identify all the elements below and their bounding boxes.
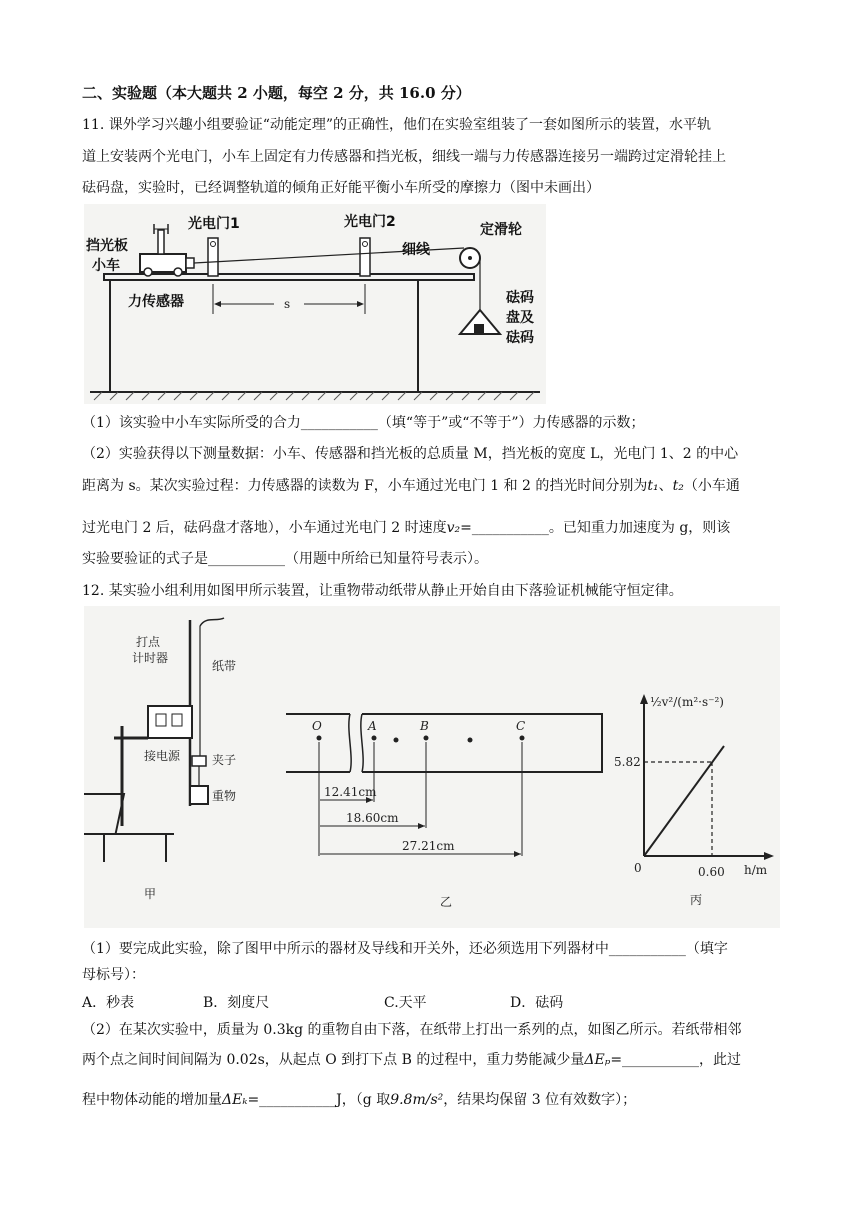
q11-sub1: （1）该实验中小车实际所受的合力___________（填“等于”或“不等于”）力传感器的示数；: [82, 415, 645, 431]
heavy-object: [190, 786, 208, 804]
force-sensor-box: [186, 258, 194, 268]
baffle-plate: [158, 230, 164, 254]
q11-line2: 道上安装两个光电门，小车上固定有力传感器和挡光板，细线一端与力传感器连接另一端跨过定滑轮挂上: [82, 149, 726, 165]
q12-figure: [84, 606, 780, 928]
sensor-label: 力传感器: [128, 294, 184, 310]
weight-label-2: 盘及: [506, 310, 534, 326]
weight-label: 重物: [212, 789, 237, 803]
gate2-label: 光电门2: [344, 214, 396, 230]
q11-sub2-line4: 实验要验证的式子是___________（用题中所给已知量符号表示）。: [82, 551, 488, 567]
q11-sub2-line2-a: 距离为 s。某次实验过程：力传感器的读数为 F，小车通过光电门 1 和 2 的挡光时间分别为: [82, 478, 648, 494]
t1-symbol: t₁: [647, 478, 659, 494]
pulley-label: 定滑轮: [480, 222, 522, 238]
g-value: 9.8m/s²: [390, 1092, 444, 1108]
graph-origin: 0: [634, 861, 642, 875]
base-plate: [84, 794, 124, 834]
timer-box: [148, 706, 192, 738]
tape-yi: [286, 714, 602, 909]
point-a: A: [368, 719, 377, 733]
clip-label: 夹子: [212, 753, 237, 767]
power-label: 接电源: [144, 749, 181, 763]
q11-sub2-line3-a: 过光电门 2 后，砝码盘才落地），小车通过光电门 2 时速度: [82, 520, 447, 536]
point-o: O: [312, 719, 322, 733]
q11-line3: 砝码盘，实验时，已经调整轨道的倾角正好能平衡小车所受的摩擦力（图中未画出）: [82, 180, 600, 196]
q11-apparatus-diagram: [84, 204, 546, 404]
graph-x-value: 0.60: [698, 865, 725, 879]
q11-figure: [84, 204, 546, 404]
q12-sub2-line3-b: =___________J，（g 取: [247, 1092, 391, 1108]
q12-sub1-line2: 母标号）：: [82, 967, 145, 983]
option-d: D．砝码: [510, 995, 564, 1011]
gate1-label: 光电门1: [188, 216, 240, 232]
caption-bing: 丙: [690, 893, 703, 907]
cart-label: 小车: [92, 258, 120, 274]
v2-symbol: v₂: [446, 520, 461, 536]
option-c: C.天平: [384, 995, 427, 1011]
q12-sub2-line3-a: 程中物体动能的增加量: [82, 1092, 222, 1108]
option-b: B．刻度尺: [203, 995, 270, 1011]
separator: 、: [658, 478, 673, 494]
horizontal-track: [104, 274, 474, 280]
q12-sub2-line2-a: 两个点之间时间间隔为 0.02s，从起点 O 到打下点 B 的过程中，重力势能减少量: [82, 1052, 585, 1068]
section-heading: 二、实验题（本大题共 2 小题，每空 2 分，共 16.0 分）: [82, 84, 471, 102]
distance-oa: 12.41cm: [324, 785, 377, 799]
q12-line1: 12. 某实验小组利用如图甲所示装置，让重物带动纸带从静止开始自由下落验证机械能守恒定律。: [82, 583, 683, 599]
q11-sub2-line2: [82, 476, 740, 496]
timer-label-2: 计时器: [132, 651, 169, 665]
photogate-2: [360, 238, 370, 276]
q12-sub1-line1: （1）要完成此实验，除了图甲中所示的器材及导线和开关外，还必须选用下列器材中___________（填字: [82, 941, 728, 957]
distance-oc: 27.21cm: [402, 839, 455, 853]
option-a: A．秒表: [82, 995, 135, 1011]
q12-sub2-line1: （2）在某次实验中，质量为 0.3kg 的重物自由下落，在纸带上打出一系列的点，如图乙所示。若纸带相邻: [82, 1022, 742, 1038]
photogate-1: [208, 238, 218, 276]
q11-line1: 11. 课外学习兴趣小组要验证“动能定理”的正确性，他们在实验室组装了一套如图所示的装置，水平轨: [82, 117, 712, 133]
q12-sub2-line2: [82, 1050, 741, 1070]
string-label: 细线: [402, 242, 430, 258]
caption-jia: 甲: [144, 887, 157, 901]
distance-label: s: [284, 297, 291, 311]
q12-sub2-line3: [82, 1090, 636, 1110]
weight-label-3: 砝码: [506, 330, 534, 346]
graph-bing: [614, 694, 774, 907]
baffle-label: 挡光板: [86, 238, 128, 254]
timer-label-1: 打点: [136, 635, 161, 649]
distance-ob: 18.60cm: [346, 811, 399, 825]
q12-sub2-line3-c: ，结果均保留 3 位有效数字）；: [443, 1092, 637, 1108]
caption-yi: 乙: [440, 895, 453, 909]
ground-hatching: [94, 392, 534, 400]
cart-wheel-right: [174, 268, 182, 276]
q11-sub2-line2-b: （小车通: [683, 478, 740, 494]
delta-ep-symbol: ΔEₚ: [584, 1052, 611, 1068]
graph-y-value: 5.82: [614, 755, 641, 769]
q11-sub2-line1: （2）实验获得以下测量数据：小车、传感器和挡光板的总质量 M，挡光板的宽度 L，光电门 1、2 的中心: [82, 446, 739, 462]
q11-sub2-line3-b: =___________。已知重力加速度为 g，则该: [460, 520, 731, 536]
point-b: B: [420, 719, 429, 733]
q11-sub2-line3: [82, 518, 730, 538]
clip: [192, 756, 206, 766]
graph-xlabel: h/m: [744, 863, 768, 877]
q12-diagrams: [84, 606, 780, 928]
weight-block: [474, 324, 484, 334]
cart-wheel-left: [144, 268, 152, 276]
point-c: C: [516, 719, 526, 733]
graph-ylabel: ½v²/(m²·s⁻²): [650, 695, 724, 709]
t2-symbol: t₂: [672, 478, 684, 494]
delta-ek-symbol: ΔEₖ: [222, 1092, 248, 1108]
tape-label: 纸带: [212, 659, 237, 673]
q12-sub2-line2-b: =___________，此过: [610, 1052, 742, 1068]
weight-label-1: 砝码: [506, 290, 534, 306]
apparatus-jia: [84, 618, 236, 901]
